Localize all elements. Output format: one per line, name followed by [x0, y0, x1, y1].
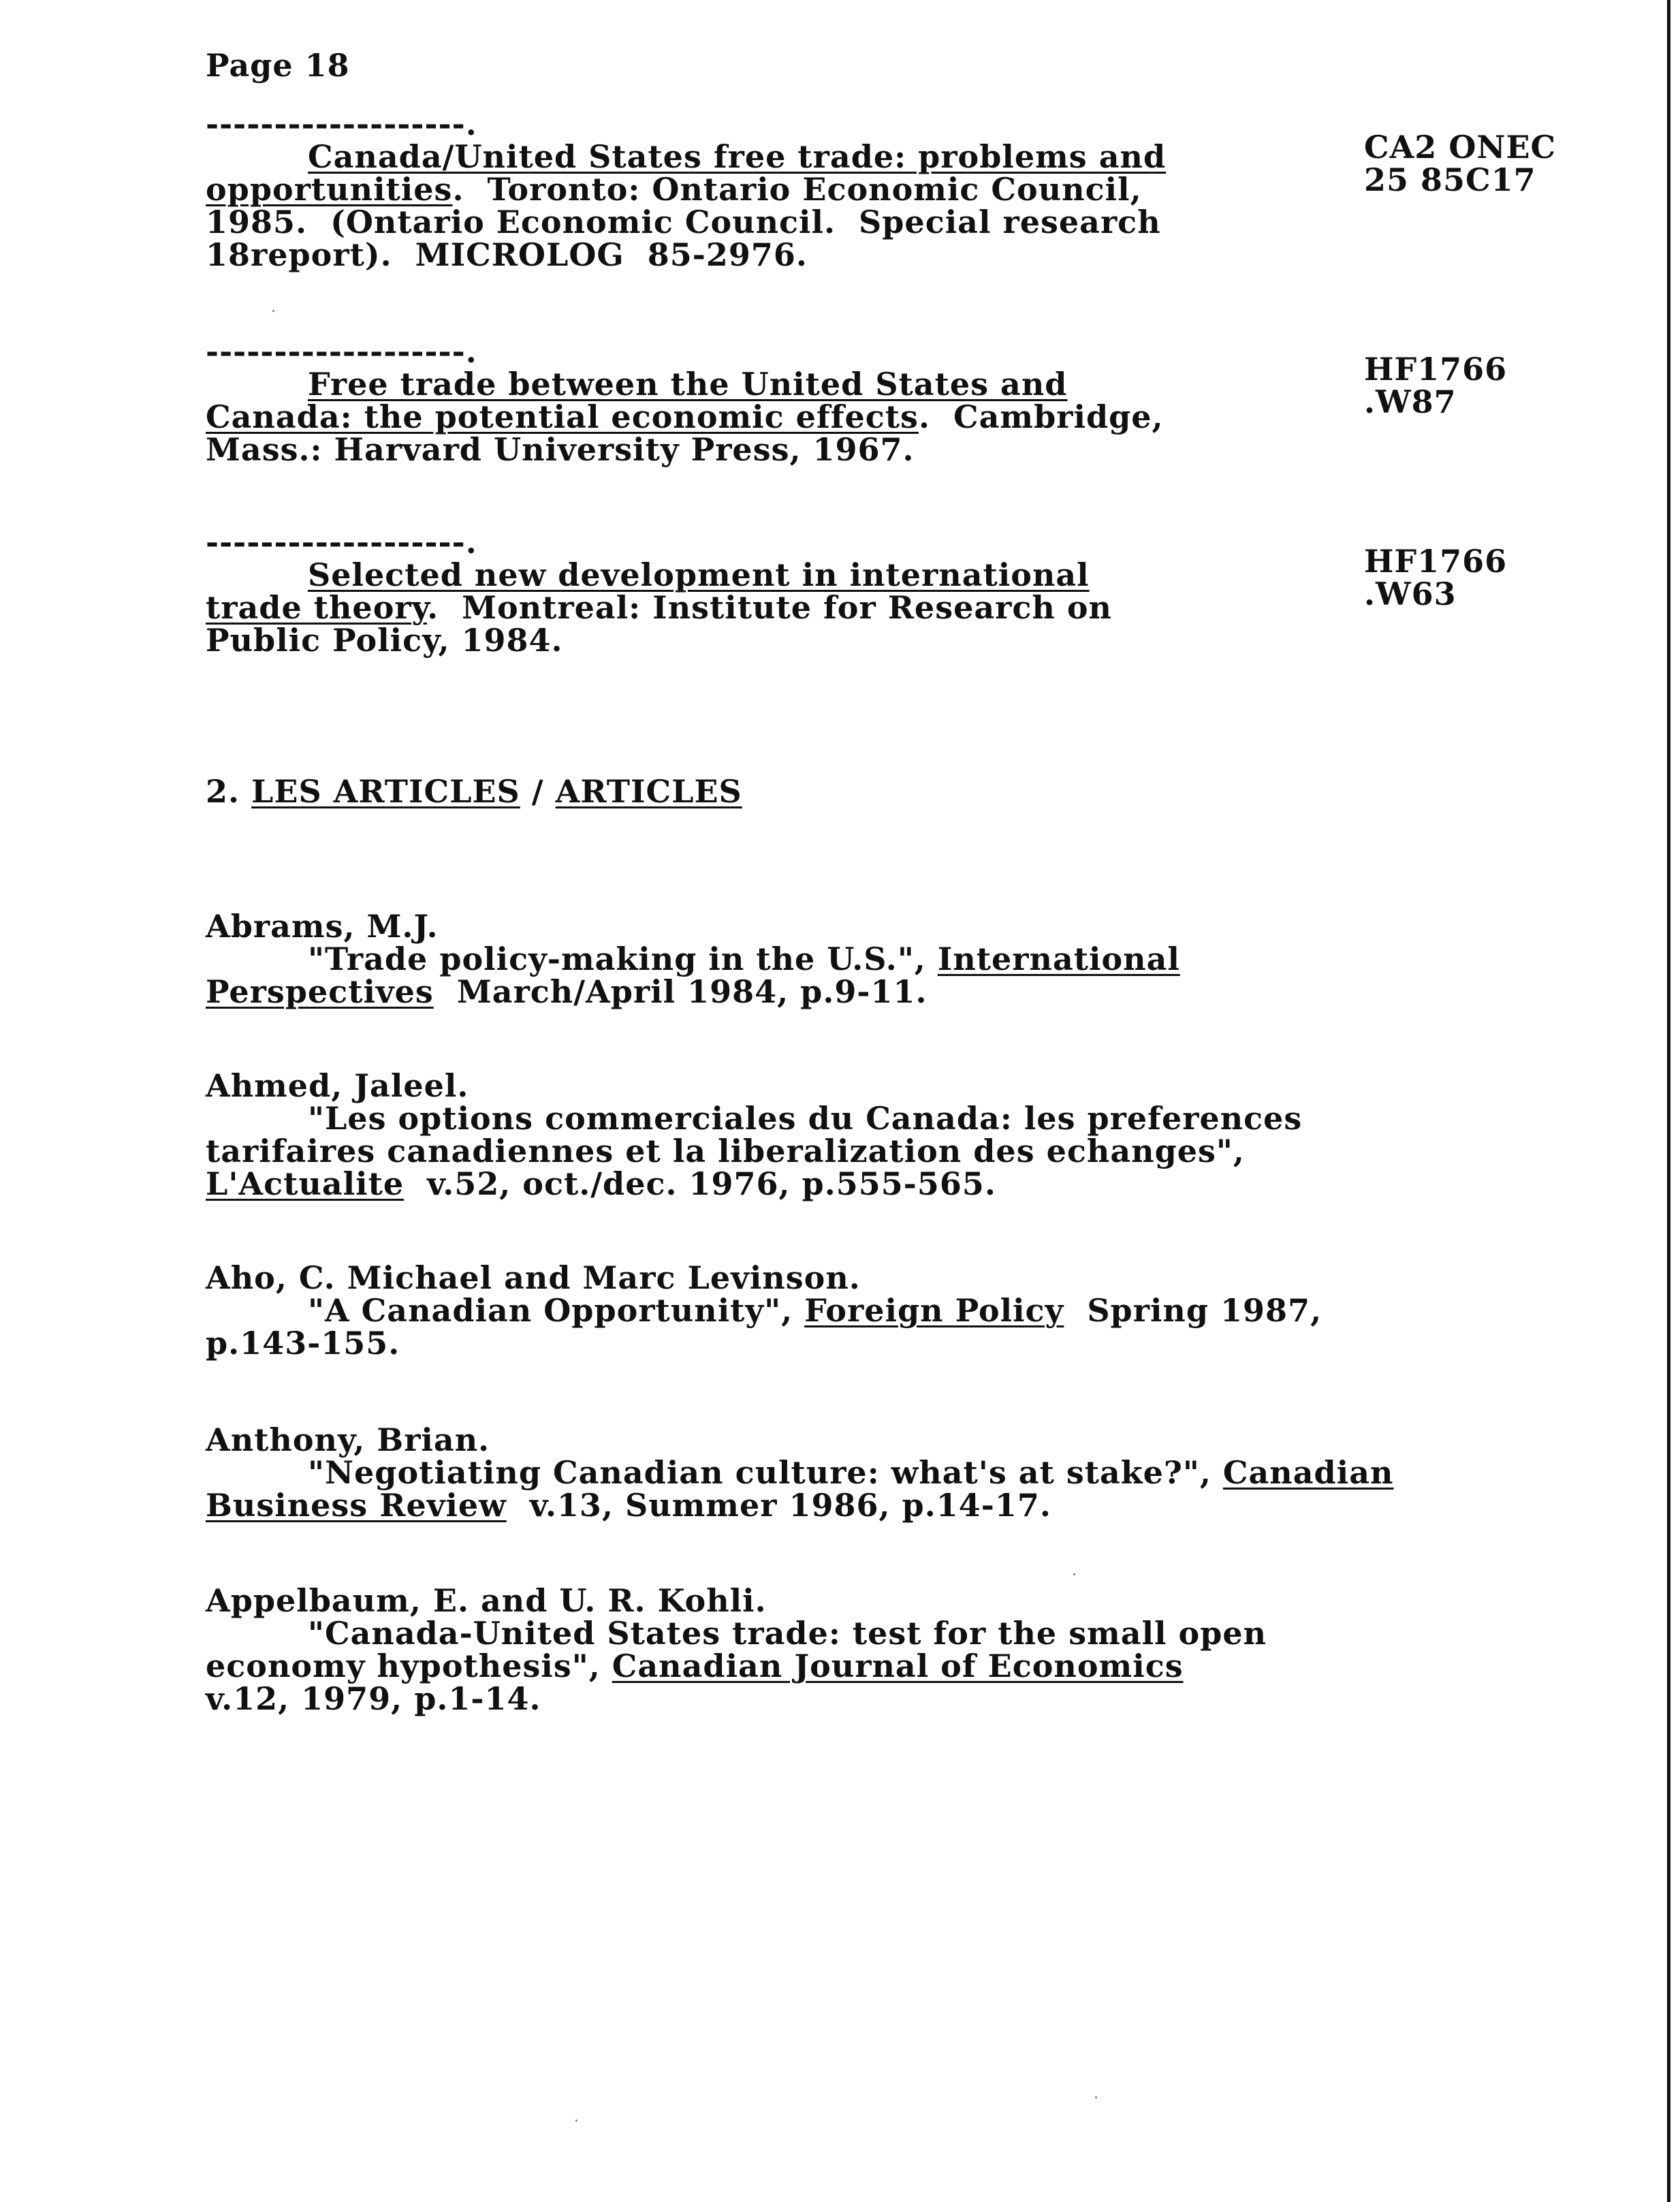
page-edge-border	[1667, 0, 1670, 2202]
article-title: "Trade policy-making in the U.S.",	[308, 941, 938, 977]
article-entry-3	[206, 1259, 1322, 1362]
book-entry-1	[206, 108, 1166, 271]
dash-rule: -------------------.	[206, 524, 477, 561]
section-label-en: ARTICLES	[555, 773, 742, 810]
call-number-line: 25 85C17	[1364, 161, 1536, 198]
article-title: "Negotiating Canadian culture: what's at stake?",	[308, 1454, 1223, 1491]
call-number-3	[1364, 545, 1507, 610]
dash-rule: -------------------.	[206, 333, 477, 370]
book-entry-2	[206, 335, 1164, 466]
article-author: Abrams, M.J.	[206, 908, 439, 945]
book-title: Free trade between the United States and	[308, 366, 1068, 403]
article-title-cont: economy hypothesis",	[206, 1648, 612, 1684]
section-heading	[206, 775, 742, 808]
scan-speck	[1073, 1573, 1075, 1575]
article-entry-1	[206, 910, 1180, 1008]
book-series: 1985. (Ontario Economic Council. Special research	[206, 204, 1161, 240]
journal-name: Foreign Policy	[804, 1292, 1064, 1329]
journal-name: L'Actualite	[206, 1165, 405, 1202]
call-number-2	[1364, 353, 1507, 418]
journal-name: International	[937, 941, 1180, 977]
section-separator: /	[520, 773, 556, 810]
book-title-cont: opportunities	[206, 171, 453, 208]
book-title-cont: trade theory	[206, 589, 428, 626]
scan-speck	[272, 310, 274, 312]
article-title: "Canada-United States trade: test for the small open	[308, 1615, 1267, 1652]
book-title: Canada/United States free trade: problems and	[308, 138, 1167, 175]
article-entry-2	[206, 1069, 1302, 1200]
article-title-cont: tarifaires canadiennes et la liberalization des echanges",	[206, 1133, 1245, 1169]
journal-name: Canadian	[1222, 1454, 1394, 1491]
journal-name-cont: Perspectives	[206, 973, 434, 1010]
article-title: "Les options commerciales du Canada: les preferences	[308, 1100, 1303, 1137]
book-title-cont: Canada: the potential economic effects	[206, 398, 919, 435]
article-author: Anthony, Brian.	[206, 1421, 490, 1458]
scan-speck	[575, 2120, 577, 2122]
book-imprint: . Cambridge,	[918, 398, 1164, 435]
article-citation: v.12, 1979, p.1-14.	[206, 1680, 541, 1717]
article-entry-5	[206, 1584, 1267, 1715]
book-publisher: Public Policy, 1984.	[206, 622, 563, 659]
section-number: 2.	[206, 773, 252, 810]
book-note: 18report). MICROLOG 85-2976.	[206, 236, 808, 273]
book-title: Selected new development in international	[308, 556, 1090, 593]
article-citation: v.13, Summer 1986, p.14-17.	[506, 1487, 1051, 1524]
journal-name-cont: Business Review	[206, 1487, 507, 1524]
article-title: "A Canadian Opportunity",	[308, 1292, 805, 1329]
call-number-line: CA2 ONEC	[1364, 129, 1557, 166]
dash-rule: -------------------.	[206, 106, 477, 142]
article-entry-4	[206, 1421, 1394, 1524]
section-label-fr: LES ARTICLES	[251, 773, 520, 810]
article-citation: v.52, oct./dec. 1976, p.555-565.	[404, 1165, 996, 1202]
book-publisher: Mass.: Harvard University Press, 1967.	[206, 431, 915, 468]
call-number-line: .W87	[1364, 383, 1457, 420]
scan-speck	[1095, 2096, 1097, 2098]
article-author: Ahmed, Jaleel.	[206, 1067, 469, 1104]
call-number-line: HF1766	[1364, 351, 1508, 388]
article-author: Aho, C. Michael and Marc Levinson.	[206, 1259, 861, 1296]
call-number-1	[1364, 131, 1556, 196]
book-imprint: . Toronto: Ontario Economic Council,	[452, 171, 1142, 208]
book-imprint: . Montreal: Institute for Research on	[427, 589, 1112, 626]
page-number: Page 18	[206, 47, 350, 84]
article-pages: p.143-155.	[206, 1325, 400, 1362]
call-number-line: HF1766	[1364, 543, 1508, 580]
book-entry-3	[206, 526, 1112, 657]
journal-name: Canadian Journal of Economics	[612, 1648, 1184, 1684]
article-author: Appelbaum, E. and U. R. Kohli.	[206, 1582, 767, 1619]
article-citation: March/April 1984, p.9-11.	[433, 973, 928, 1010]
call-number-line: .W63	[1364, 576, 1457, 612]
article-citation: Spring 1987,	[1064, 1292, 1322, 1329]
